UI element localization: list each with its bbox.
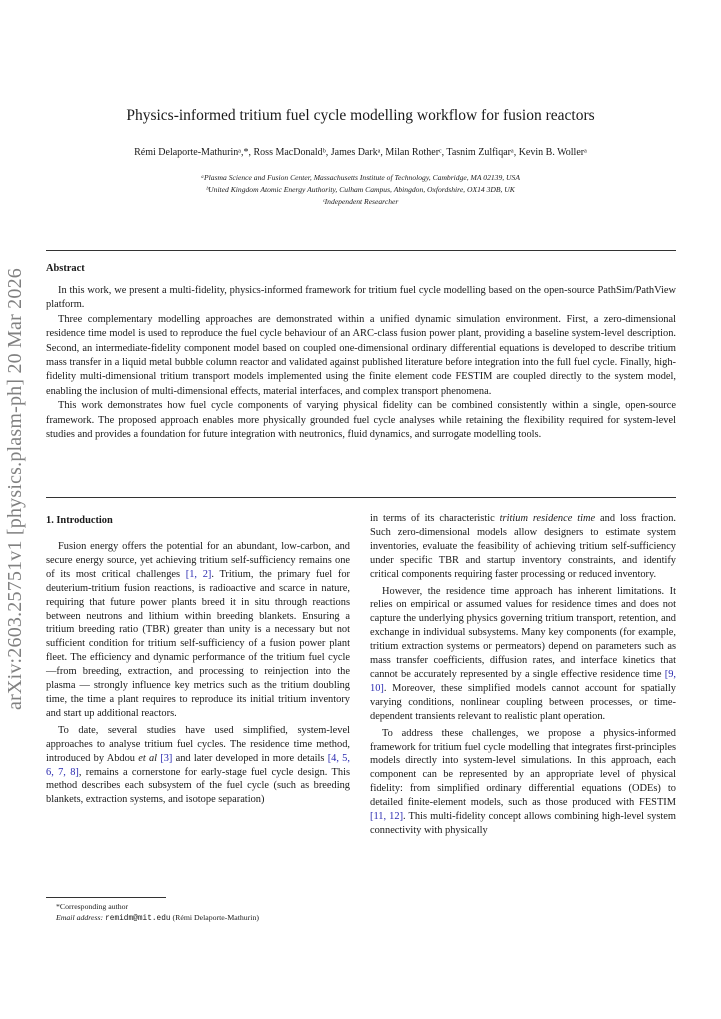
intro-paragraph: To address these challenges, we propose a physics-informed framework for tritium fuel cycle modelling that integrates first-principles models directly into system-level simulations. In this approach, each component can be represented by an appropriate level of physical fidelity: from simplified ordinary differential equations (ODEs) to detailed finite-element models, such as those produced with FESTIM [11, 12]. This multi-fidelity concept allows combining high-level system connectivity with physically <box>370 727 676 836</box>
citation-link[interactable]: [3] <box>160 752 173 764</box>
affiliation-a: ᵃPlasma Science and Fusion Center, Massachusetts Institute of Technology, Cambridge, MA 02139, USA <box>201 173 520 182</box>
right-column <box>370 512 676 841</box>
author-list: Rémi Delaporte-Mathurinᵃ,*, Ross MacDonaldᵇ, James Darkᵃ, Milan Rotherᶜ, Tasnim Zulfiqarᵃ, Kevin B. Wollerᵃ <box>134 147 587 158</box>
intro-paragraph: in terms of its characteristic tritium residence time and loss fraction. Such zero-dimensional models allow designers to estimate system inventories, evaluate the feasibility of achieving tritium self-sufficiency under specific TBR and startup inventory constraints, and identify critical components requiring faster processing or reduced inventory. <box>370 513 676 580</box>
citation-link[interactable]: [4, 5, 6, 7, 8] <box>46 752 350 778</box>
abstract-body <box>46 284 676 442</box>
abstract-top-rule <box>46 250 676 251</box>
citation-link[interactable]: [1, 2] <box>185 568 212 580</box>
abstract-paragraph: This work demonstrates how fuel cycle components of varying physical fidelity can be combined consistently within a single, open-source framework. The proposed approach enables more physically grounded fuel cycle analyses while retaining the flexibility required for system-level studies and provides a foundation for future integration with neutronics, fluid dynamics, and surrogate modelling tools. <box>46 400 676 441</box>
footnote-email: Email address: remidm@mit.edu (Rémi Delaporte-Mathurin) <box>56 913 259 923</box>
intro-paragraph: However, the residence time approach has inherent limitations. It relies on empirical or assumed values for residence times and does not capture the underlying physics governing tritium transport, retention, and exchange in individual subsystems. Many key components (for example, tritium extraction systems or permeators) depend on parameters such as mass transfer coefficients, diffusion rates, and interface kinetics that cannot be accurately represented by a single effective residence time [9, 10]. Moreover, these simplified models cannot account for spatially varying conditions, nonlinear coupling between processes, or time-dependent transients relevant to realistic plant operation. <box>370 585 676 722</box>
left-column <box>46 540 350 810</box>
abstract-paragraph: Three complementary modelling approaches are demonstrated within a unified dynamic simulation environment. First, a zero-dimensional residence time model is used to reproduce the fuel cycle behaviour of an ARC-class fusion power plant, providing a baseline system-level description. Second, an intermediate-fidelity component model based on coupled one-dimensional ordinary differential equations is developed to describe tritium mass transfer in a liquid metal bubble column reactor and validated against published literature before integration into the full fuel cycle. Finally, high-fidelity multi-dimensional tritium transport models implemented using the finite element code FESTIM are coupled directly to the system model, enabling the inclusion of multi-dimensional effects, material interfaces, and complex transport phenomena. <box>46 313 676 397</box>
abstract-bottom-rule <box>46 497 676 498</box>
arxiv-identifier: arXiv:2603.25751v1 [physics.plasm-ph] 20 Mar 2026 <box>4 268 26 710</box>
section-heading-introduction: 1. Introduction <box>46 515 113 526</box>
affiliation-c: ᶜIndependent Researcher <box>322 197 399 206</box>
footnote-rule <box>46 897 166 898</box>
citation-link[interactable]: [9, 10] <box>370 668 676 694</box>
abstract-heading: Abstract <box>46 263 85 274</box>
intro-paragraph: Fusion energy offers the potential for an abundant, low-carbon, and secure energy source, yet achieving tritium self-sufficiency remains one of its most critical challenges [1, 2]. Tritium, the primary fuel for deuterium-tritium fusion reactions, is radioactive and scarce in nature, requiring that future power plants breed it in situ through reactions between neutrons and lithium within breeding blankets. Ensuring a tritium breeding ratio (TBR) greater than unity is a necessary but not sufficient condition for tritium self-sufficiency of a fusion power plant fleet. The efficiency and dynamic performance of the tritium fuel cycle —from breeding, extraction, and processing to reinjection into the plasma — strongly influence key metrics such as the tritium doubling time, the time a plant requires to reproduce its initial tritium inventory and start up additional reactors. <box>46 541 350 719</box>
affiliation-b: ᵇUnited Kingdom Atomic Energy Authority, Culham Campus, Abingdon, Oxfordshire, OX14 3DB, UK <box>206 185 515 194</box>
intro-paragraph: To date, several studies have used simplified, system-level approaches to analyse tritium fuel cycles. The residence time method, introduced by Abdou et al [3] and later developed in more details [4, 5, 6, 7, 8], remains a cornerstone for early-stage fuel cycle design. This method describes each subsystem of the fuel cycle (such as breeding blankets, extraction systems, and isotope separation) <box>46 724 351 806</box>
abstract-paragraph: In this work, we present a multi-fidelity, physics-informed framework for tritium fuel cycle modelling based on the open-source PathSim/PathView platform. <box>46 285 676 311</box>
email-link[interactable]: remidm@mit.edu <box>105 915 171 923</box>
citation-link[interactable]: [11, 12] <box>370 811 404 823</box>
footnote-corresponding: *Corresponding author <box>56 902 129 911</box>
paper-title: Physics-informed tritium fuel cycle modelling workflow for fusion reactors <box>126 107 595 124</box>
